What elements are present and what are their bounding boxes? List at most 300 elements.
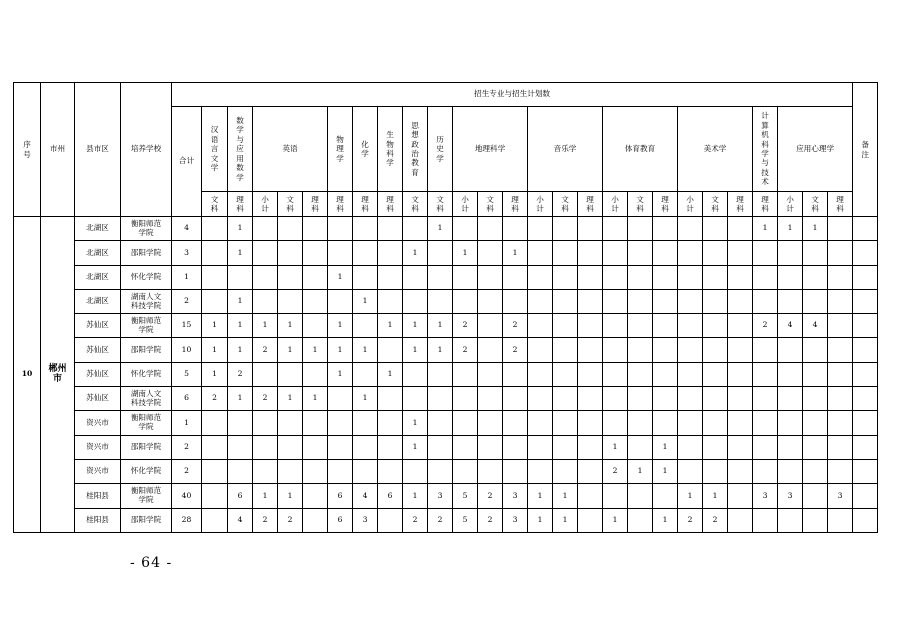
header-subject: 地理科学: [453, 107, 528, 192]
count-cell: [303, 411, 328, 435]
count-cell: 1: [228, 289, 253, 313]
count-cell: 2: [428, 508, 453, 532]
count-cell: 2: [703, 508, 728, 532]
count-cell: [803, 484, 828, 508]
count-cell: 2: [603, 459, 628, 483]
count-cell: 4: [778, 314, 803, 338]
total-cell: 2: [172, 459, 202, 483]
count-cell: [403, 289, 428, 313]
count-cell: 2: [453, 314, 478, 338]
count-cell: [553, 289, 578, 313]
total-cell: 15: [172, 314, 202, 338]
count-cell: [653, 387, 678, 411]
count-cell: [202, 508, 228, 532]
count-cell: [628, 289, 653, 313]
count-cell: [678, 387, 703, 411]
count-cell: [253, 265, 278, 289]
count-cell: 1: [353, 387, 378, 411]
header-subcol: 小 计: [528, 192, 553, 217]
count-cell: [753, 289, 778, 313]
count-cell: [202, 484, 228, 508]
count-cell: [303, 362, 328, 386]
count-cell: 1: [528, 484, 553, 508]
count-cell: 1: [453, 241, 478, 265]
count-cell: [553, 411, 578, 435]
count-cell: [728, 484, 753, 508]
school-cell: 邵阳学院: [121, 508, 172, 532]
header-subcol: 文 科: [703, 192, 728, 217]
total-cell: 2: [172, 289, 202, 313]
count-cell: [603, 362, 628, 386]
count-cell: [453, 289, 478, 313]
count-cell: [803, 265, 828, 289]
count-cell: 4: [228, 508, 253, 532]
count-cell: [202, 241, 228, 265]
count-cell: [228, 265, 253, 289]
count-cell: [653, 338, 678, 362]
header-subcol: 小 计: [678, 192, 703, 217]
count-cell: 1: [403, 484, 428, 508]
note-cell: [853, 338, 878, 362]
count-cell: [653, 217, 678, 241]
count-cell: 3: [778, 484, 803, 508]
count-cell: [303, 241, 328, 265]
count-cell: [803, 435, 828, 459]
count-cell: [778, 411, 803, 435]
count-cell: [528, 387, 553, 411]
count-cell: 2: [253, 387, 278, 411]
county-cell: 资兴市: [75, 435, 121, 459]
count-cell: [678, 362, 703, 386]
count-cell: 2: [753, 314, 778, 338]
count-cell: 1: [253, 314, 278, 338]
county-cell: 苏仙区: [75, 362, 121, 386]
note-cell: [853, 217, 878, 241]
count-cell: 1: [328, 314, 353, 338]
count-cell: 1: [778, 217, 803, 241]
count-cell: [828, 508, 853, 532]
total-cell: 28: [172, 508, 202, 532]
count-cell: [553, 338, 578, 362]
count-cell: 3: [428, 484, 453, 508]
count-cell: [378, 289, 403, 313]
count-cell: [753, 411, 778, 435]
header-subcol: 小 计: [253, 192, 278, 217]
count-cell: [353, 435, 378, 459]
count-cell: [753, 338, 778, 362]
count-cell: [478, 387, 503, 411]
note-cell: [853, 362, 878, 386]
header-subcol: 文 科: [803, 192, 828, 217]
count-cell: [828, 387, 853, 411]
count-cell: [578, 217, 603, 241]
header-subject: 美术学: [678, 107, 753, 192]
count-cell: 6: [328, 484, 353, 508]
count-cell: [578, 265, 603, 289]
count-cell: [453, 265, 478, 289]
count-cell: [703, 338, 728, 362]
count-cell: 3: [503, 484, 528, 508]
header-subcol: 文 科: [202, 192, 228, 217]
count-cell: [628, 241, 653, 265]
header-subcol: 文 科: [403, 192, 428, 217]
header-subject: 计 算 机 科 学 与 技 术: [753, 107, 778, 192]
count-cell: 2: [503, 314, 528, 338]
count-cell: [603, 241, 628, 265]
count-cell: [678, 289, 703, 313]
count-cell: 6: [328, 508, 353, 532]
count-cell: [303, 314, 328, 338]
count-cell: [428, 435, 453, 459]
count-cell: [628, 435, 653, 459]
school-cell: 怀化学院: [121, 265, 172, 289]
school-cell: 怀化学院: [121, 362, 172, 386]
count-cell: [653, 314, 678, 338]
count-cell: [528, 265, 553, 289]
count-cell: [528, 411, 553, 435]
header-subject: 音乐学: [528, 107, 603, 192]
count-cell: [753, 387, 778, 411]
count-cell: 1: [678, 484, 703, 508]
count-cell: [553, 387, 578, 411]
header-school: 培养学校: [121, 83, 172, 217]
count-cell: [603, 314, 628, 338]
count-cell: 1: [403, 338, 428, 362]
count-cell: 1: [228, 241, 253, 265]
enrollment-plan-table: [13, 82, 898, 533]
count-cell: [528, 435, 553, 459]
header-subcol: 理 科: [228, 192, 253, 217]
count-cell: [253, 435, 278, 459]
count-cell: [578, 435, 603, 459]
count-cell: 1: [353, 338, 378, 362]
header-subcol: 理 科: [728, 192, 753, 217]
count-cell: 1: [328, 338, 353, 362]
note-cell: [853, 387, 878, 411]
count-cell: [202, 289, 228, 313]
count-cell: [528, 289, 553, 313]
count-cell: [378, 508, 403, 532]
count-cell: [478, 435, 503, 459]
count-cell: 2: [253, 338, 278, 362]
count-cell: [803, 508, 828, 532]
count-cell: [253, 362, 278, 386]
count-cell: 1: [228, 217, 253, 241]
count-cell: 5: [453, 484, 478, 508]
count-cell: [728, 387, 753, 411]
table-row: [14, 411, 898, 435]
header-group: 招生专业与招生计划数: [172, 83, 853, 107]
count-cell: [753, 265, 778, 289]
count-cell: 4: [803, 314, 828, 338]
count-cell: [728, 314, 753, 338]
count-cell: [778, 435, 803, 459]
header-subject: 化 学: [353, 107, 378, 192]
count-cell: [278, 217, 303, 241]
header-total: 合计: [172, 107, 202, 217]
total-cell: 10: [172, 338, 202, 362]
count-cell: [628, 314, 653, 338]
note-cell: [853, 289, 878, 313]
count-cell: [228, 435, 253, 459]
count-cell: [528, 217, 553, 241]
header-subcol: 理 科: [353, 192, 378, 217]
count-cell: 1: [328, 362, 353, 386]
count-cell: [453, 435, 478, 459]
header-subject: 体育教育: [603, 107, 678, 192]
header-subcol: 理 科: [378, 192, 403, 217]
county-cell: 北湖区: [75, 265, 121, 289]
note-cell: [853, 484, 878, 508]
count-cell: [828, 435, 853, 459]
count-cell: [278, 435, 303, 459]
count-cell: [703, 217, 728, 241]
count-cell: [202, 265, 228, 289]
count-cell: 1: [278, 314, 303, 338]
count-cell: [478, 362, 503, 386]
count-cell: [803, 459, 828, 483]
count-cell: [828, 459, 853, 483]
count-cell: [478, 265, 503, 289]
count-cell: [703, 387, 728, 411]
count-cell: [703, 435, 728, 459]
count-cell: [628, 338, 653, 362]
table-row: [14, 387, 898, 411]
count-cell: 1: [278, 387, 303, 411]
count-cell: [328, 435, 353, 459]
count-cell: [703, 241, 728, 265]
count-cell: 1: [653, 459, 678, 483]
county-cell: 苏仙区: [75, 314, 121, 338]
count-cell: [753, 362, 778, 386]
note-cell: [853, 241, 878, 265]
count-cell: [578, 508, 603, 532]
count-cell: [578, 459, 603, 483]
count-cell: [328, 459, 353, 483]
count-cell: [828, 314, 853, 338]
count-cell: [553, 435, 578, 459]
count-cell: [803, 289, 828, 313]
count-cell: [578, 289, 603, 313]
count-cell: [278, 362, 303, 386]
count-cell: [553, 459, 578, 483]
header-subcol: 文 科: [478, 192, 503, 217]
count-cell: [453, 362, 478, 386]
count-cell: 1: [803, 217, 828, 241]
count-cell: [628, 484, 653, 508]
count-cell: [603, 387, 628, 411]
count-cell: [278, 265, 303, 289]
count-cell: [728, 338, 753, 362]
count-cell: 2: [228, 362, 253, 386]
group-seq: 10: [14, 217, 41, 533]
count-cell: [503, 411, 528, 435]
table-row: [14, 265, 898, 289]
count-cell: [403, 265, 428, 289]
count-cell: [503, 362, 528, 386]
count-cell: [678, 314, 703, 338]
school-cell: 邵阳学院: [121, 338, 172, 362]
count-cell: [428, 289, 453, 313]
count-cell: [703, 411, 728, 435]
count-cell: [503, 435, 528, 459]
note-cell: [853, 459, 878, 483]
count-cell: 1: [653, 435, 678, 459]
count-cell: 1: [528, 508, 553, 532]
count-cell: [403, 217, 428, 241]
header-subcol: 小 计: [603, 192, 628, 217]
header-subcol: 小 计: [778, 192, 803, 217]
count-cell: 3: [753, 484, 778, 508]
count-cell: [578, 241, 603, 265]
count-cell: [603, 411, 628, 435]
count-cell: [503, 387, 528, 411]
count-cell: [678, 217, 703, 241]
count-cell: [803, 241, 828, 265]
count-cell: [528, 314, 553, 338]
county-cell: 资兴市: [75, 411, 121, 435]
count-cell: [253, 217, 278, 241]
count-cell: [353, 217, 378, 241]
count-cell: [403, 362, 428, 386]
count-cell: 1: [653, 508, 678, 532]
table-row: [14, 459, 898, 483]
count-cell: [628, 217, 653, 241]
note-cell: [853, 265, 878, 289]
table-row: [14, 289, 898, 313]
count-cell: [378, 459, 403, 483]
count-cell: [578, 484, 603, 508]
count-cell: [728, 241, 753, 265]
count-cell: [728, 265, 753, 289]
count-cell: [678, 411, 703, 435]
total-cell: 3: [172, 241, 202, 265]
count-cell: [803, 387, 828, 411]
header-subcol: 理 科: [653, 192, 678, 217]
note-cell: [853, 314, 878, 338]
count-cell: [378, 241, 403, 265]
count-cell: [578, 362, 603, 386]
count-cell: 1: [703, 484, 728, 508]
count-cell: [328, 289, 353, 313]
count-cell: [628, 362, 653, 386]
count-cell: 1: [228, 338, 253, 362]
count-cell: [728, 459, 753, 483]
count-cell: [678, 241, 703, 265]
count-cell: [603, 484, 628, 508]
count-cell: 6: [378, 484, 403, 508]
count-cell: [778, 338, 803, 362]
count-cell: [353, 459, 378, 483]
table-row: [14, 241, 898, 265]
count-cell: [303, 508, 328, 532]
count-cell: [728, 289, 753, 313]
count-cell: [378, 338, 403, 362]
header-subcol: 理 科: [828, 192, 853, 217]
count-cell: [303, 217, 328, 241]
count-cell: [628, 265, 653, 289]
school-cell: 邵阳学院: [121, 435, 172, 459]
count-cell: [378, 217, 403, 241]
count-cell: [478, 411, 503, 435]
count-cell: [353, 362, 378, 386]
count-cell: [353, 411, 378, 435]
school-cell: 湖南人文科技学院: [121, 387, 172, 411]
header-subject: 生 物 科 学: [378, 107, 403, 192]
count-cell: [653, 241, 678, 265]
header-notes: 备 注: [853, 83, 878, 217]
count-cell: [303, 459, 328, 483]
count-cell: [528, 459, 553, 483]
count-cell: [202, 217, 228, 241]
count-cell: [678, 338, 703, 362]
count-cell: [453, 387, 478, 411]
header-subject: 英语: [253, 107, 328, 192]
count-cell: 1: [378, 314, 403, 338]
county-cell: 苏仙区: [75, 387, 121, 411]
school-cell: 邵阳学院: [121, 241, 172, 265]
count-cell: 5: [453, 508, 478, 532]
count-cell: [353, 265, 378, 289]
count-cell: [503, 289, 528, 313]
count-cell: [378, 435, 403, 459]
total-cell: 5: [172, 362, 202, 386]
count-cell: 1: [202, 362, 228, 386]
count-cell: 2: [478, 484, 503, 508]
header-city: 市州: [41, 83, 75, 217]
table-row: [14, 338, 898, 362]
count-cell: [328, 241, 353, 265]
school-cell: 衡阳师范学院: [121, 411, 172, 435]
count-cell: [828, 217, 853, 241]
count-cell: [453, 217, 478, 241]
count-cell: [478, 314, 503, 338]
count-cell: [403, 459, 428, 483]
header-subject: 汉 语 言 文 学: [202, 107, 228, 192]
count-cell: [653, 411, 678, 435]
count-cell: [553, 265, 578, 289]
header-county: 县市区: [75, 83, 121, 217]
count-cell: [653, 362, 678, 386]
count-cell: [728, 435, 753, 459]
count-cell: 1: [378, 362, 403, 386]
total-cell: 4: [172, 217, 202, 241]
header-subcol: 理 科: [303, 192, 328, 217]
count-cell: [753, 435, 778, 459]
header-subcol: 文 科: [428, 192, 453, 217]
school-cell: 衡阳师范学院: [121, 314, 172, 338]
county-cell: 苏仙区: [75, 338, 121, 362]
count-cell: [828, 241, 853, 265]
count-cell: 2: [253, 508, 278, 532]
count-cell: [478, 217, 503, 241]
count-cell: [428, 241, 453, 265]
count-cell: [453, 411, 478, 435]
county-cell: 北湖区: [75, 241, 121, 265]
count-cell: [728, 411, 753, 435]
count-cell: 1: [202, 338, 228, 362]
total-cell: 1: [172, 411, 202, 435]
count-cell: [778, 387, 803, 411]
count-cell: [553, 241, 578, 265]
count-cell: [428, 459, 453, 483]
count-cell: [828, 289, 853, 313]
count-cell: [703, 459, 728, 483]
count-cell: [578, 387, 603, 411]
count-cell: [753, 241, 778, 265]
count-cell: [453, 459, 478, 483]
count-cell: [778, 241, 803, 265]
